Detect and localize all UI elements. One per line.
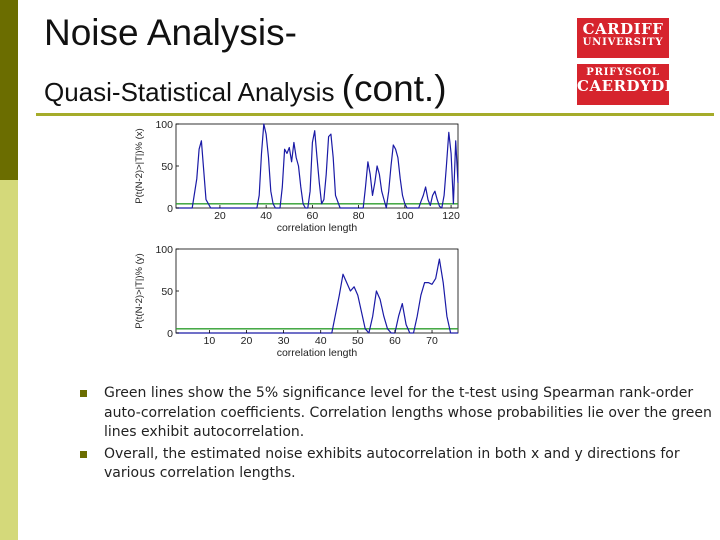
x-tick-label: 100 <box>396 210 414 222</box>
plot-frame <box>176 124 458 208</box>
chart-svg <box>128 241 463 361</box>
bullet-item <box>80 445 720 484</box>
x-tick-label: 120 <box>442 210 460 222</box>
x-axis-label: correlation length <box>276 222 358 234</box>
y-tick-label: 50 <box>161 286 173 298</box>
y-tick-label: 100 <box>155 244 173 256</box>
bullet-square-icon <box>80 451 87 458</box>
logo-line4: CAERDYDD <box>577 76 679 95</box>
chart-svg <box>128 116 463 236</box>
x-tick-label: 50 <box>351 335 364 347</box>
slide-title: Noise Analysis- <box>44 12 297 53</box>
y-tick-label: 0 <box>167 328 173 340</box>
x-tick-label: 60 <box>306 210 319 222</box>
autocorrelation-plot-y <box>128 241 463 361</box>
logo-english <box>577 18 669 58</box>
bullet-1-lead: Green lines show the 5% <box>104 385 283 401</box>
x-tick-label: 70 <box>426 335 438 347</box>
logo-welsh <box>577 64 679 105</box>
logo-line3: PRIFYSGOL <box>586 67 660 78</box>
bullet-1-emph: significance level for the t-test <box>282 385 497 401</box>
x-tick-label: 10 <box>203 335 216 347</box>
y-tick-label: 50 <box>161 161 173 173</box>
y-axis-label: P(t(N-2)>|T|)% (x) <box>134 128 145 204</box>
x-tick-label: 40 <box>260 210 272 222</box>
bullet-1-rest: using Spearman rank-order auto-correlation coefficients. Correlation lengths whose probabilities lie over the green lines exhibit autocorrelation. <box>104 385 712 440</box>
x-tick-label: 40 <box>314 335 327 347</box>
slide-subtitle <box>44 70 447 107</box>
bullet-square-icon <box>80 390 87 397</box>
subtitle-suffix: (cont.) <box>341 68 447 109</box>
bullet-2-text: Overall, the estimated noise exhibits autocorrelation in both x and y directions for various correlation lengths. <box>104 445 680 481</box>
y-axis-label: P(t(N-2)>|T|)% (y) <box>134 253 145 329</box>
bullet-item <box>80 384 720 443</box>
x-tick-label: 80 <box>352 210 365 222</box>
x-tick-label: 60 <box>389 335 401 347</box>
cardiff-university-logo <box>577 18 679 105</box>
sidebar-accent-light <box>0 180 18 540</box>
y-tick-label: 0 <box>167 203 173 215</box>
x-tick-label: 20 <box>240 335 253 347</box>
y-tick-label: 100 <box>155 119 173 131</box>
subtitle-main: Quasi-Statistical Analysis <box>44 77 342 107</box>
logo-line1: CARDIFF <box>582 20 664 38</box>
x-axis-label: correlation length <box>276 347 358 359</box>
logo-line2: UNIVERSITY <box>582 36 664 48</box>
bullet-list <box>80 384 720 484</box>
sidebar-accent-dark <box>0 0 18 180</box>
x-tick-label: 30 <box>277 335 290 347</box>
x-tick-label: 20 <box>214 210 226 222</box>
autocorrelation-plot-x <box>128 116 463 236</box>
